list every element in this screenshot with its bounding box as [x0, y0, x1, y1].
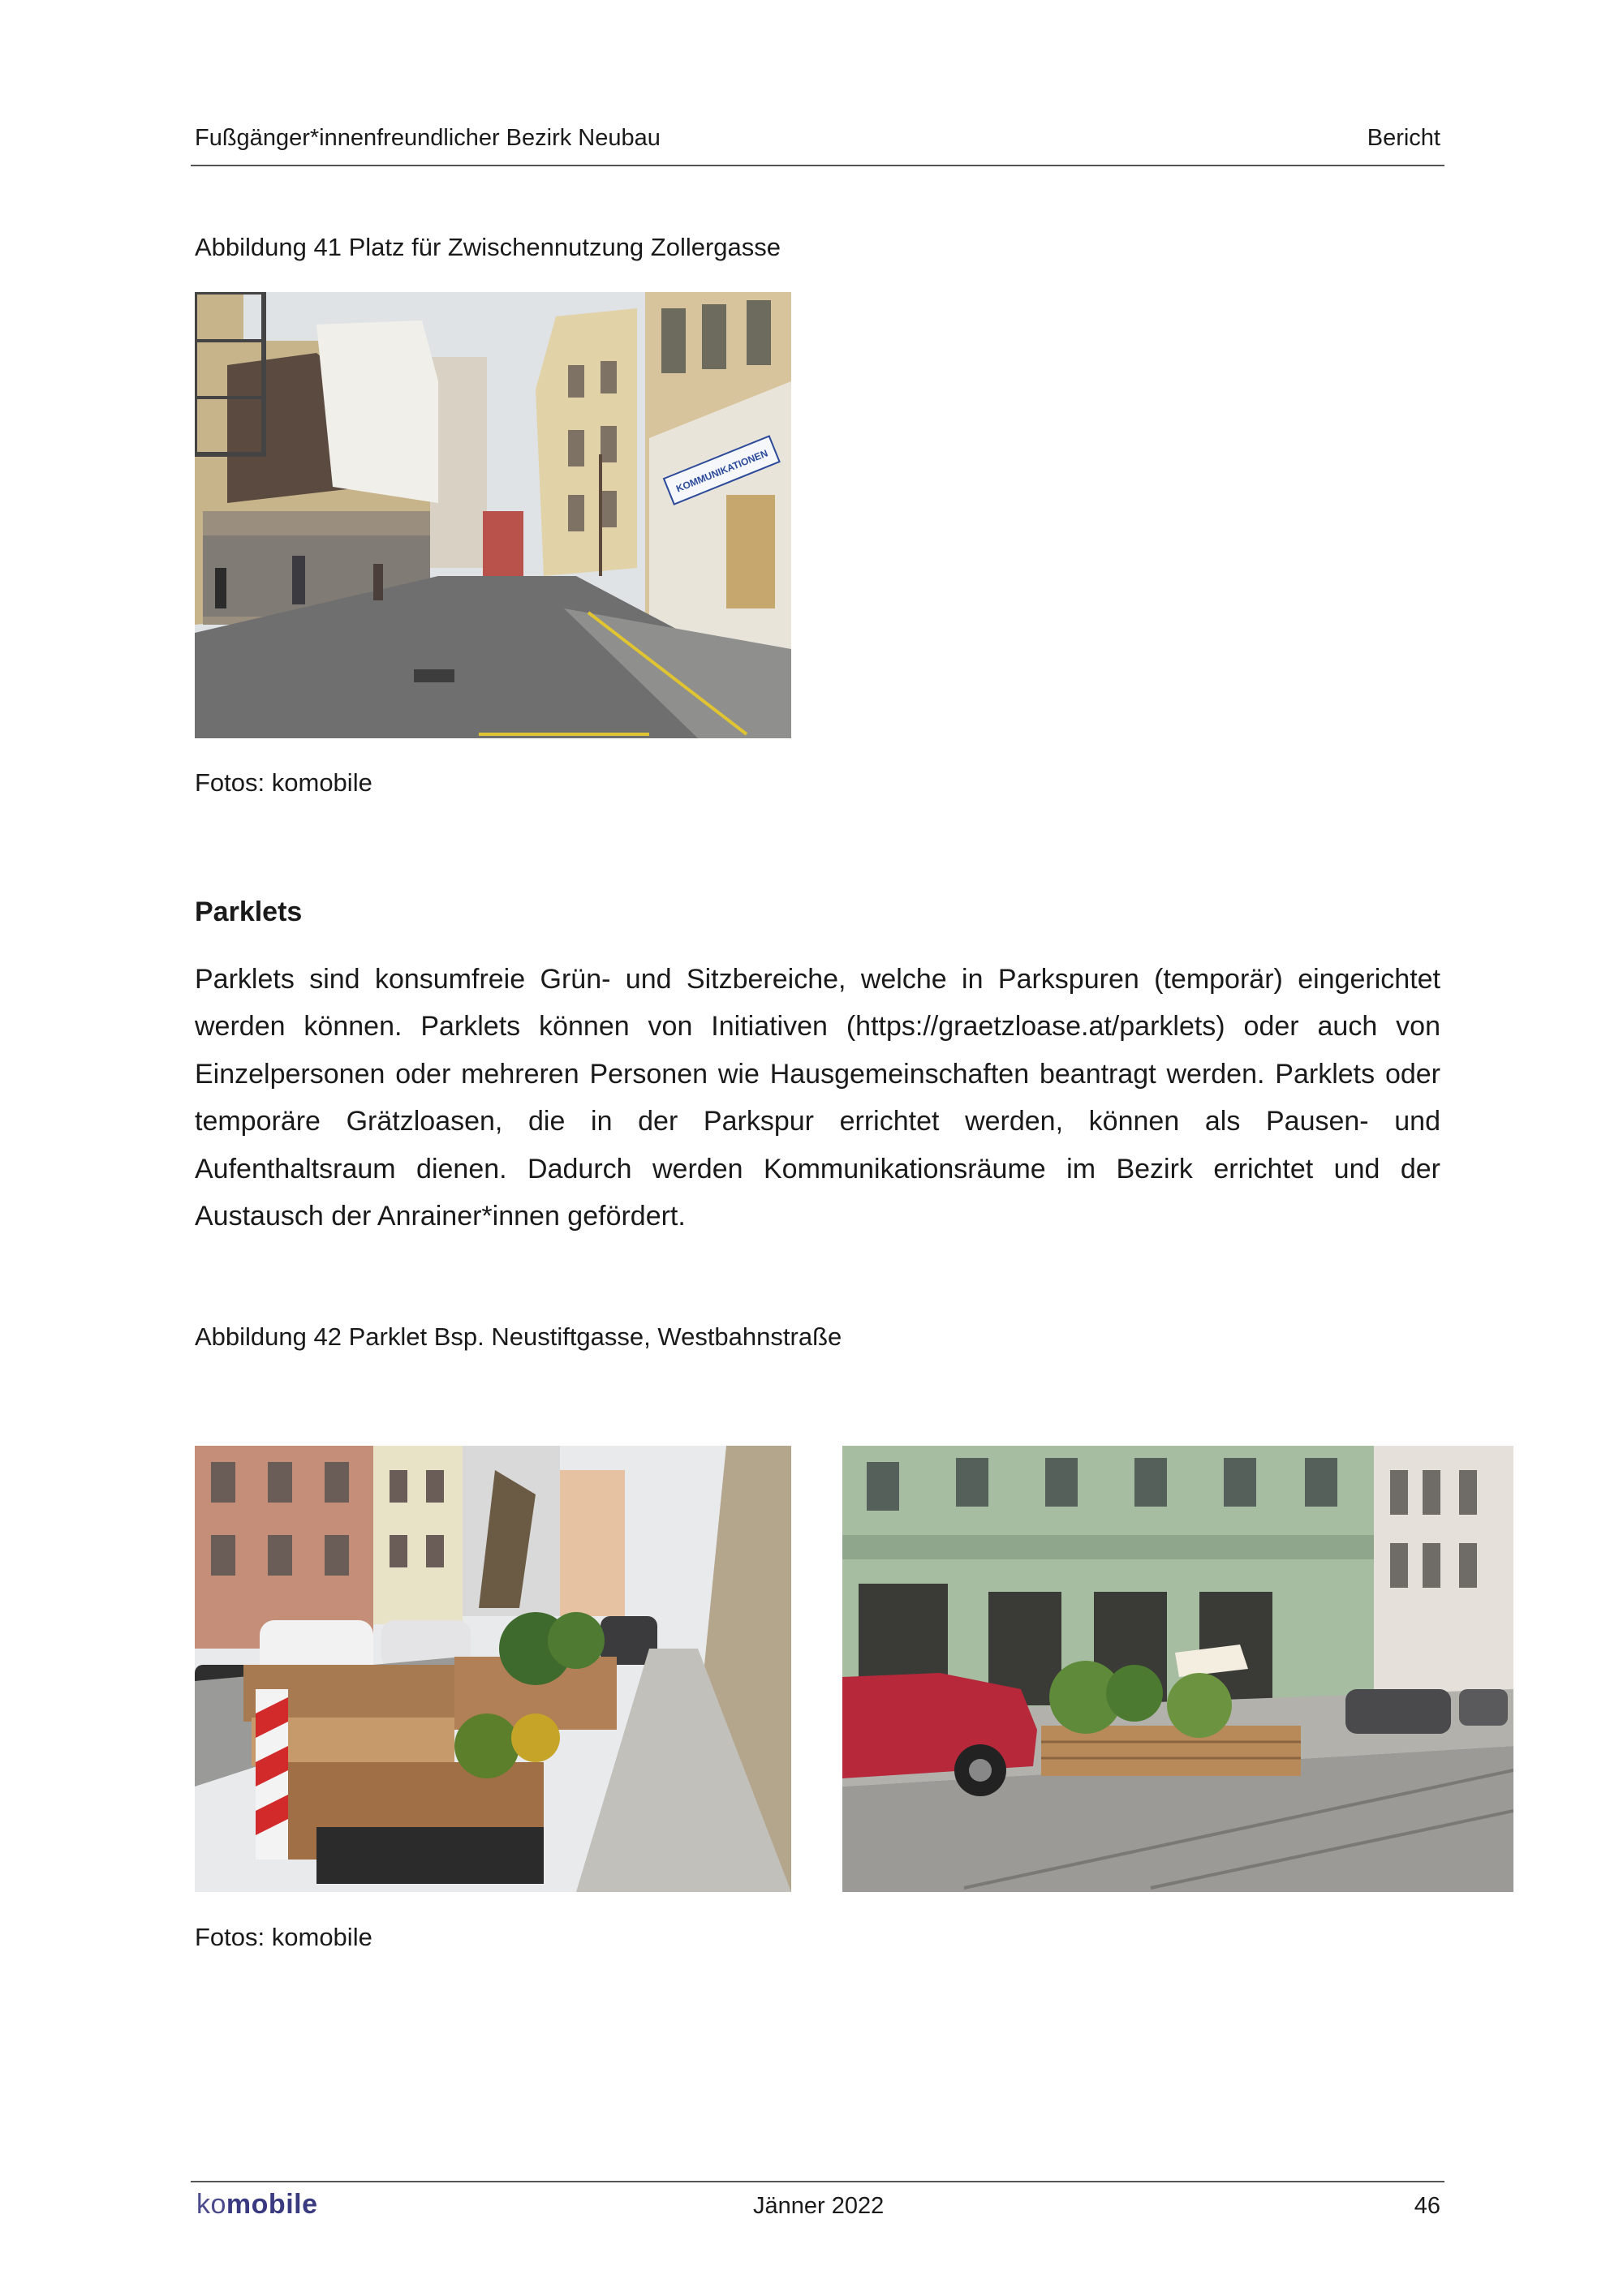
footer-date: Jänner 2022	[753, 2193, 885, 2219]
logo-ko: ko	[196, 2189, 226, 2220]
running-header-section: Bericht	[1367, 125, 1440, 151]
figure-41-photo-zollergasse	[195, 292, 791, 738]
parklets-paragraph: Parklets sind konsumfreie Grün- und Sitzbereiche, welche in Parkspuren (temporär) eingerichtet werden können. Parklets können von Initiativen (https://graetzloase.at/parklets) oder auch von Einzelpersonen oder mehreren Personen wie Hausgemeinschaften beantragt werden. Parklets oder temporäre Grätzloasen, die in der Parkspur errichtet werden, können als Pausen- und Aufenthaltsraum dienen. Dadurch werden Kommunikationsräume im Bezirk errichtet und der Austausch der Anrainer*innen gefördert.	[195, 964, 1440, 1232]
figure-42-photo-westbahnstrasse	[842, 1446, 1513, 1892]
figure-41-caption: Abbildung 41 Platz für Zwischennutzung Zollergasse	[195, 233, 781, 261]
shop-sign-text: KOMMUNIKATIONEN	[674, 447, 770, 495]
header-rule	[191, 165, 1444, 166]
figure-42-credit: Fotos: komobile	[195, 1923, 372, 1951]
footer-rule	[191, 2181, 1444, 2182]
komobile-logo	[196, 2189, 318, 2221]
running-header-title: Fußgänger*innenfreundlicher Bezirk Neubau	[195, 125, 661, 151]
figure-42-photo-neustiftgasse	[195, 1446, 791, 1892]
figure-42-caption: Abbildung 42 Parklet Bsp. Neustiftgasse, Westbahnstraße	[195, 1322, 842, 1351]
page-number: 46	[1414, 2193, 1440, 2219]
logo-mobile: mobile	[226, 2189, 318, 2220]
figure-41-credit: Fotos: komobile	[195, 768, 372, 797]
section-heading-parklets: Parklets	[195, 896, 303, 927]
